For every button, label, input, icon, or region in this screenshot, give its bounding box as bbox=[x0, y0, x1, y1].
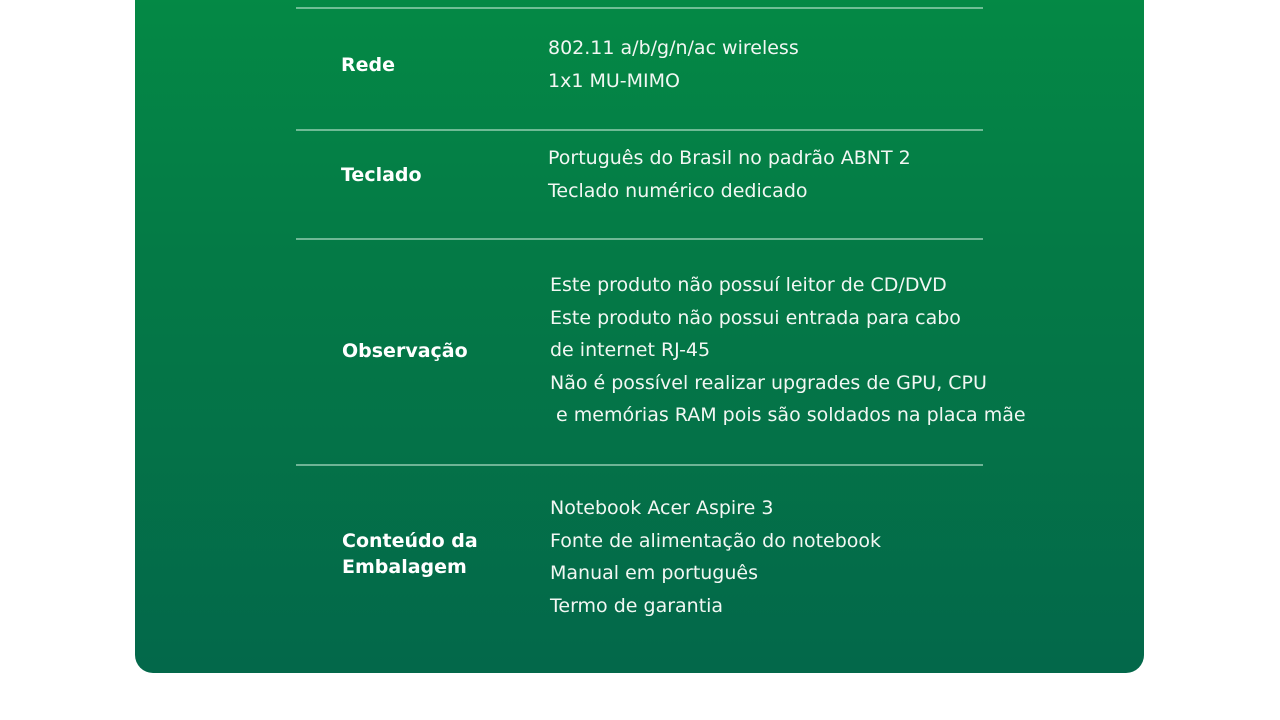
spec-values-conteudo bbox=[550, 492, 881, 622]
spec-value: Português do Brasil no padrão ABNT 2 bbox=[548, 147, 911, 169]
spec-value: Este produto não possuí leitor de CD/DVD bbox=[550, 274, 947, 296]
spec-value: Manual em português bbox=[550, 562, 758, 585]
spec-values-rede bbox=[548, 32, 799, 97]
divider bbox=[296, 464, 983, 466]
spec-value: Fonte de alimentação do notebook bbox=[550, 529, 882, 552]
spec-value: de internet RJ-45 bbox=[550, 339, 711, 362]
specs-card bbox=[135, 0, 1144, 673]
spec-label-conteudo: Conteúdo da Embalagem bbox=[342, 530, 478, 578]
divider bbox=[296, 238, 983, 240]
spec-value: 802.11 a/b/g/n/ac wireless bbox=[548, 37, 799, 59]
spec-values-teclado bbox=[548, 142, 911, 207]
spec-label-observacao: Observação bbox=[342, 340, 468, 362]
spec-value: Não é possível realizar upgrades de GPU, CPU bbox=[550, 371, 987, 394]
spec-label-teclado: Teclado bbox=[341, 164, 422, 186]
spec-values-observacao bbox=[550, 269, 1026, 432]
divider bbox=[296, 7, 983, 9]
spec-value: e memórias RAM pois são soldados na placa mãe bbox=[550, 404, 1026, 427]
spec-label-rede: Rede bbox=[341, 54, 396, 76]
spec-value: Teclado numérico dedicado bbox=[548, 179, 808, 202]
spec-value: Este produto não possui entrada para cabo bbox=[550, 306, 961, 329]
spec-value: Termo de garantia bbox=[550, 594, 724, 617]
spec-value: 1x1 MU-MIMO bbox=[548, 69, 680, 92]
spec-value: Notebook Acer Aspire 3 bbox=[550, 497, 774, 519]
divider bbox=[296, 129, 983, 131]
